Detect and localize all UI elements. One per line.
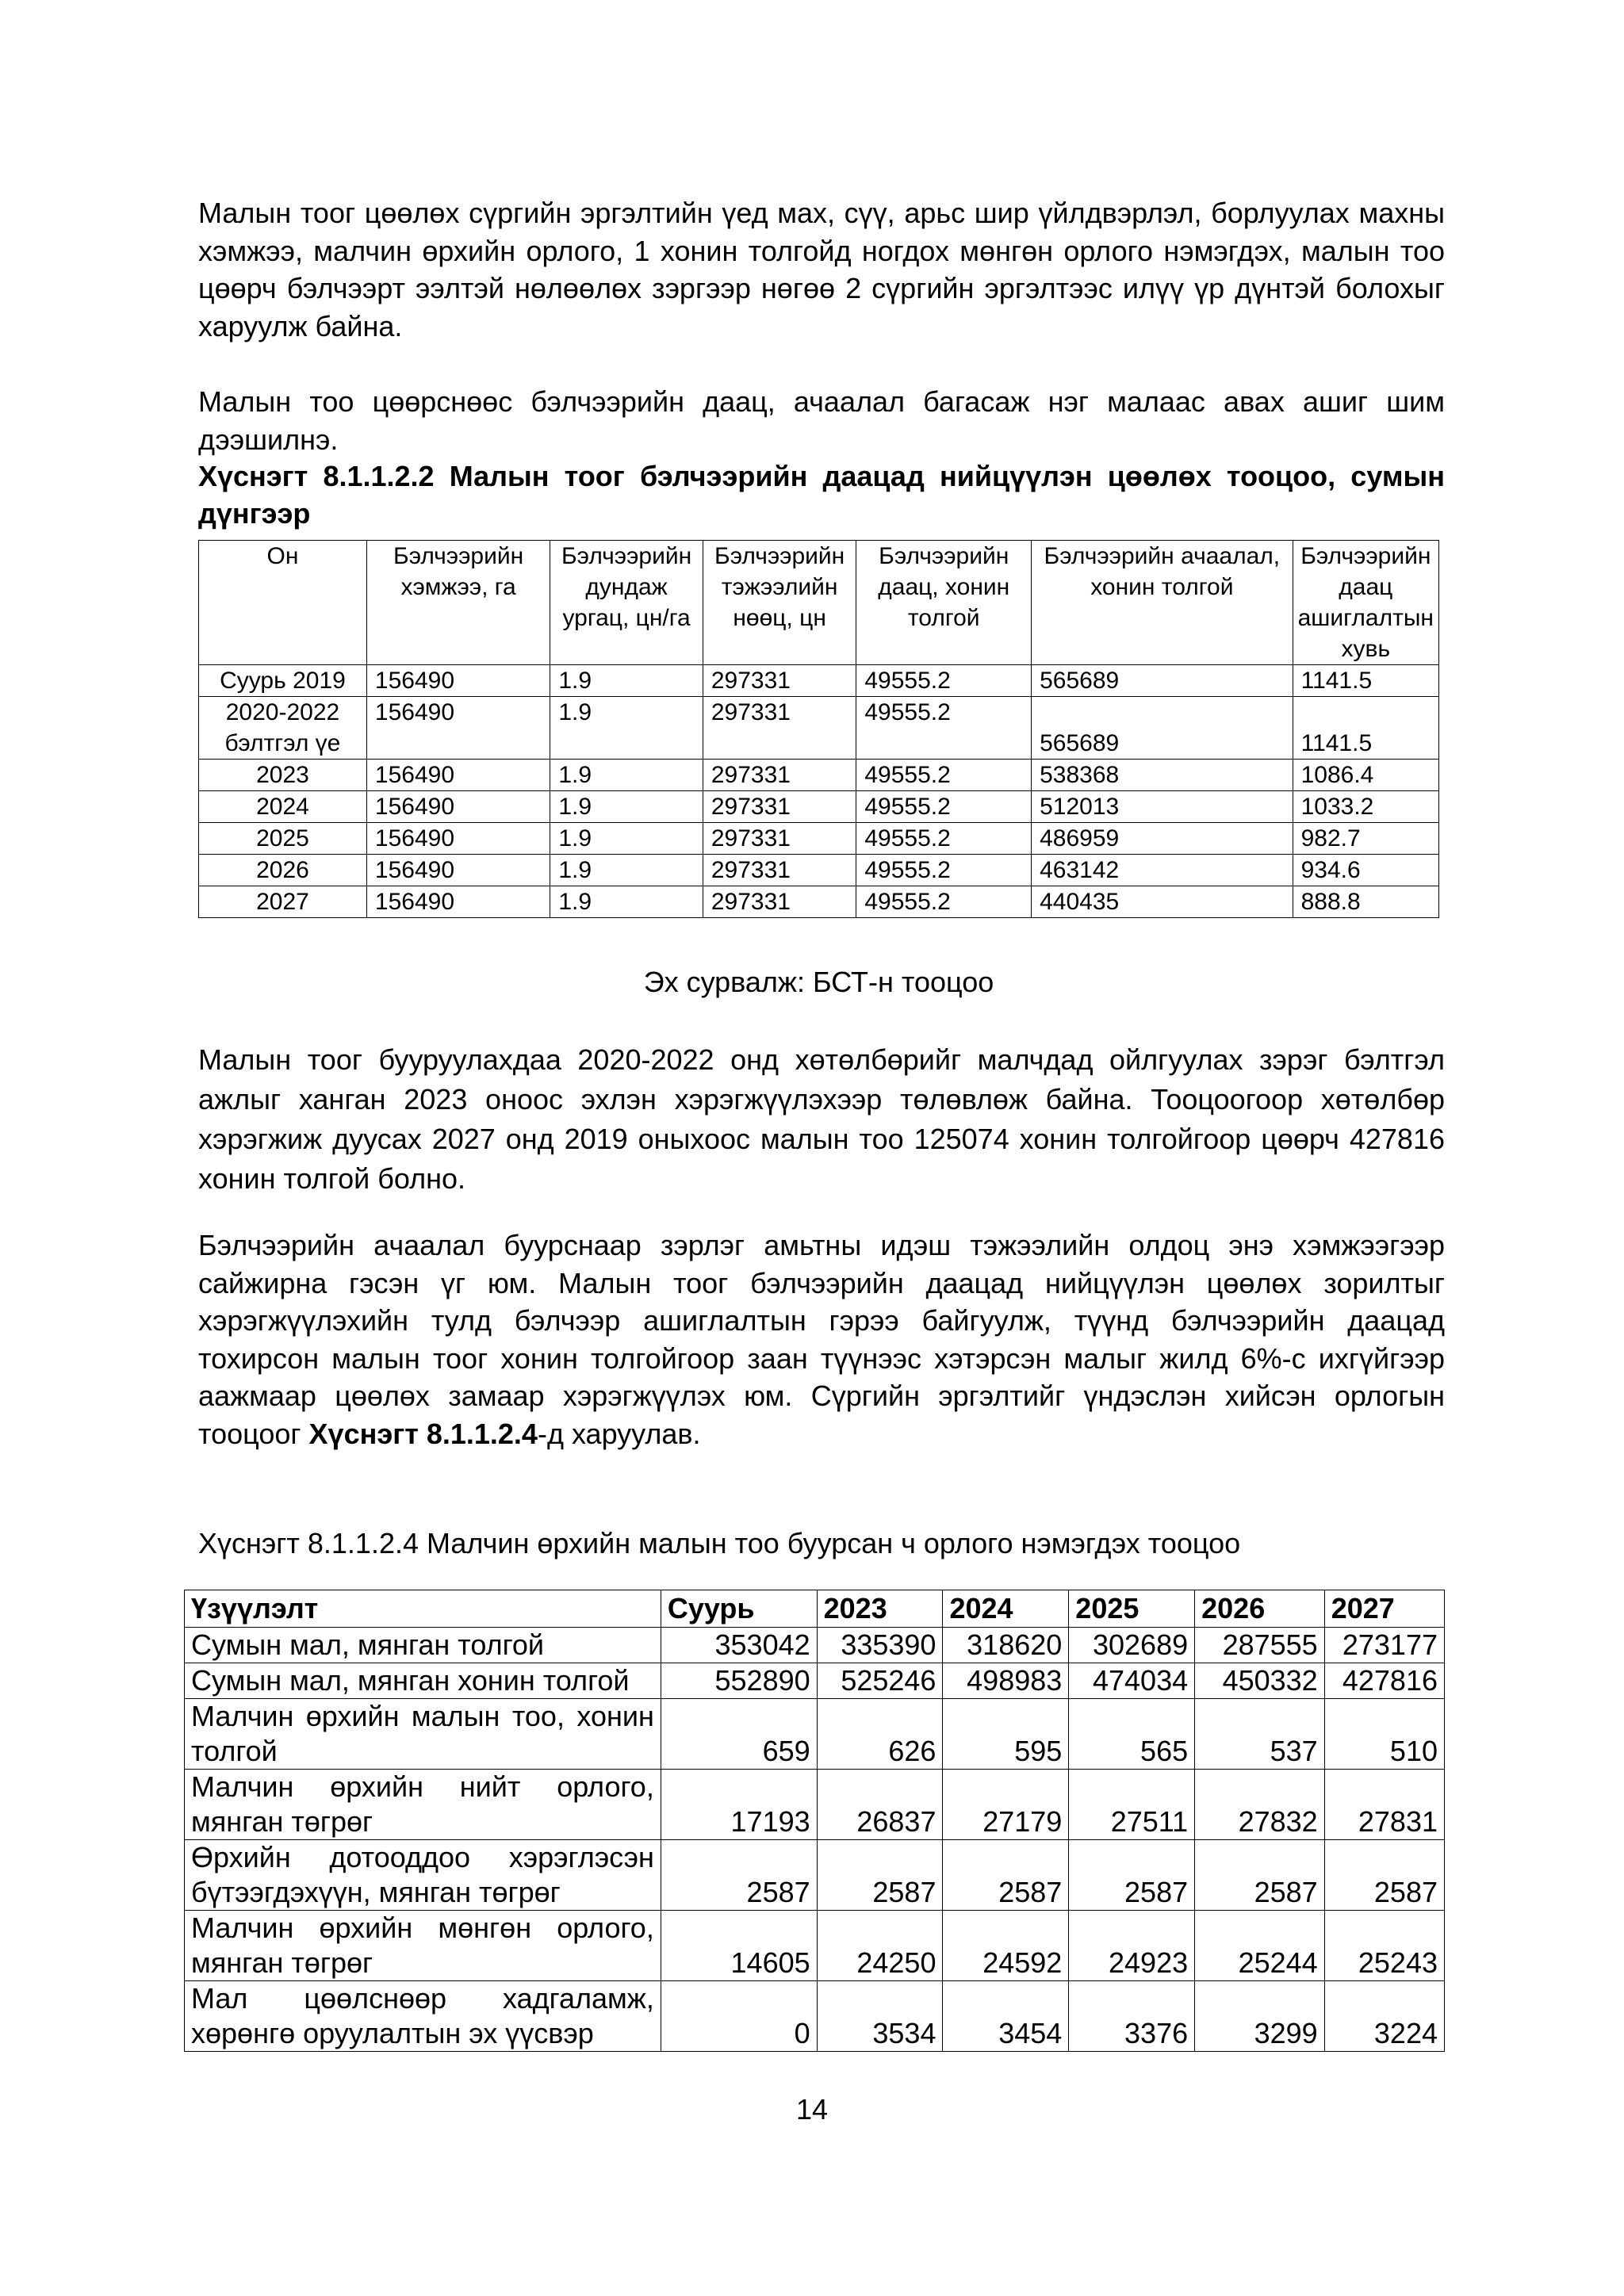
cell-yield: 1.9 [550, 823, 703, 855]
table-row [185, 1981, 1445, 2052]
table1-source: Эх сурвалж: БСТ-н тооцоо [643, 966, 994, 998]
paragraph-herd-rotation-effects: Малын тоог цөөлөх сүргийн эргэлтийн үед мах, сүү, арьс шир үйлдвэрлэл, борлуулах махны хэмжээ, малчин өрхийн орлого, 1 хонин толгойд ногдох мөнгөн орлого нэмэгдэх, малын тоо цөөрч бэлчээрт ээлтэй нөлөөлөх зэргээр нөгөө 2 сүргийн эргэлтээс илүү үр дүнтэй болохыг харуулж байна. [198, 197, 1445, 342]
cell-load: 463142 [1032, 855, 1293, 886]
cell-year: 2027 [199, 886, 367, 918]
cell-value: 26837 [817, 1770, 943, 1840]
table2-caption: Хүснэгт 8.1.1.2.4 Малчин өрхийн малын тоо буурсан ч орлого нэмэгдэх тооцоо [198, 1527, 1241, 1559]
cell-load: 538368 [1032, 760, 1293, 791]
cell-pct: 1086.4 [1293, 760, 1438, 791]
cell-year: 2020-2022 бэлтгэл үе [199, 697, 367, 760]
cell-value: 525246 [817, 1663, 943, 1699]
cell-area: 156490 [366, 665, 550, 697]
cell-reserve: 297331 [703, 760, 856, 791]
cell-load: 565689 [1032, 697, 1293, 760]
cell-value: 318620 [943, 1628, 1069, 1663]
paragraph-tail-suffix: -д харуулав. [537, 1417, 701, 1450]
table-reference: Хүснэгт 8.1.1.2.4 [308, 1417, 538, 1450]
cell-year: 2025 [199, 823, 367, 855]
cell-area: 156490 [366, 886, 550, 918]
paragraph-tail-text: Сүргийн эргэлтийг үндэслэн хийсэн орлогын тооцоог [198, 1380, 1445, 1450]
cell-capacity: 49555.2 [856, 855, 1032, 886]
row-label: Малчин өрхийн малын тоо, хонин толгой [185, 1699, 661, 1770]
header-indicator: Үзүүлэлт [185, 1590, 661, 1628]
cell-pct: 1033.2 [1293, 791, 1438, 823]
row-label: Сумын мал, мянган хонин толгой [185, 1663, 661, 1699]
table-row [199, 697, 1439, 760]
cell-reserve: 297331 [703, 855, 856, 886]
row-label: Малчин өрхийн нийт орлого, мянган төгрөг [185, 1770, 661, 1840]
cell-value: 273177 [1324, 1628, 1444, 1663]
cell-load: 565689 [1032, 665, 1293, 697]
cell-value: 14605 [661, 1911, 817, 1981]
cell-value: 3224 [1324, 1981, 1444, 2052]
header-capacity: Бэлчээрийн даац, хонин толгой [856, 541, 1032, 665]
cell-year: 2026 [199, 855, 367, 886]
cell-yield: 1.9 [550, 760, 703, 791]
cell-value: 2587 [943, 1840, 1069, 1911]
cell-value: 498983 [943, 1663, 1069, 1699]
household-income-table [184, 1590, 1445, 2052]
cell-area: 156490 [366, 855, 550, 886]
table-header-row [185, 1590, 1445, 1628]
cell-value: 3454 [943, 1981, 1069, 2052]
paragraph-pasture-load: Малын тоо цөөрснөөс бэлчээрийн даац, ачаалал багасаж нэг малаас авах ашиг шим дээшилнэ. [198, 385, 1445, 456]
header-area: Бэлчээрийн хэмжээ, га [366, 541, 550, 665]
cell-value: 302689 [1069, 1628, 1195, 1663]
cell-year: 2023 [199, 760, 367, 791]
cell-yield: 1.9 [550, 791, 703, 823]
header-2024: 2024 [943, 1590, 1069, 1628]
cell-capacity: 49555.2 [856, 823, 1032, 855]
cell-yield: 1.9 [550, 886, 703, 918]
cell-value: 17193 [661, 1770, 817, 1840]
cell-yield: 1.9 [550, 855, 703, 886]
header-2027: 2027 [1324, 1590, 1444, 1628]
cell-value: 353042 [661, 1628, 817, 1663]
cell-reserve: 297331 [703, 886, 856, 918]
cell-value: 287555 [1195, 1628, 1325, 1663]
header-yield: Бэлчээрийн дундаж ургац, цн/га [550, 541, 703, 665]
cell-pct: 982.7 [1293, 823, 1438, 855]
table-row [185, 1628, 1445, 1663]
cell-pct: 1141.5 [1293, 697, 1438, 760]
header-2025: 2025 [1069, 1590, 1195, 1628]
row-label: Мал цөөлснөөр хадгаламж, хөрөнгө оруулалтын эх үүсвэр [185, 1981, 661, 2052]
paragraph-main-text: Бэлчээрийн ачаалал буурснаар зэрлэг амьтны идэш тэжээлийн олдоц энэ хэмжээгээр сайжирна гэсэн үг юм. Малын тоог бэлчээрийн даацад нийцүүлэн цөөлөх зорилтыг хэрэгжүүлэхийн тулд бэлчээр ашиглалтын гэрээ байгуулж, түүнд бэлчээрийн даацад тохирсон малын тоог хонин толгойгоор заан түүнээс хэтэрсэн малыг жилд 6%-с ихгүйгээр аажмаар цөөлөх замаар хэрэгжүүлэх юм. [198, 1229, 1445, 1412]
header-reserve: Бэлчээрийн тэжээлийн нөөц, цн [703, 541, 856, 665]
cell-area: 156490 [366, 823, 550, 855]
cell-value: 595 [943, 1699, 1069, 1770]
cell-reserve: 297331 [703, 823, 856, 855]
table-row [185, 1770, 1445, 1840]
table-row [185, 1840, 1445, 1911]
cell-pct: 1141.5 [1293, 665, 1438, 697]
header-load: Бэлчээрийн ачаалал, хонин толгой [1032, 541, 1293, 665]
cell-capacity: 49555.2 [856, 760, 1032, 791]
cell-value: 2587 [1324, 1840, 1444, 1911]
cell-year: 2024 [199, 791, 367, 823]
cell-value: 25244 [1195, 1911, 1325, 1981]
cell-value: 0 [661, 1981, 817, 2052]
cell-value: 25243 [1324, 1911, 1444, 1981]
table-row [199, 823, 1439, 855]
cell-value: 27831 [1324, 1770, 1444, 1840]
table-row [185, 1663, 1445, 1699]
page-number: 14 [795, 2093, 829, 2126]
table-row [199, 855, 1439, 886]
cell-value: 2587 [817, 1840, 943, 1911]
cell-yield: 1.9 [550, 665, 703, 697]
cell-reserve: 297331 [703, 791, 856, 823]
cell-value: 2587 [1069, 1840, 1195, 1911]
header-2026: 2026 [1195, 1590, 1325, 1628]
cell-value: 2587 [1195, 1840, 1325, 1911]
cell-value: 335390 [817, 1628, 943, 1663]
cell-load: 440435 [1032, 886, 1293, 918]
cell-value: 3534 [817, 1981, 943, 2052]
cell-value: 427816 [1324, 1663, 1444, 1699]
cell-area: 156490 [366, 697, 550, 760]
cell-value: 450332 [1195, 1663, 1325, 1699]
cell-reserve: 297331 [703, 665, 856, 697]
cell-value: 27179 [943, 1770, 1069, 1840]
row-label: Малчин өрхийн мөнгөн орлого, мянган төгрөг [185, 1911, 661, 1981]
cell-value: 24923 [1069, 1911, 1195, 1981]
table-row [199, 760, 1439, 791]
table1-caption: Хүснэгт 8.1.1.2.2 Малын тоог бэлчээрийн даацад нийцүүлэн цөөлөх тооцоо, сумын дүнгээр [198, 460, 1445, 530]
cell-capacity: 49555.2 [856, 697, 1032, 760]
cell-value: 27832 [1195, 1770, 1325, 1840]
header-2023: 2023 [817, 1590, 943, 1628]
header-usage-pct: Бэлчээрийн даац ашиглалтын хувь [1293, 541, 1438, 665]
cell-value: 659 [661, 1699, 817, 1770]
cell-value: 24250 [817, 1911, 943, 1981]
cell-value: 565 [1069, 1699, 1195, 1770]
paragraph-reduction-plan: Малын тоог бууруулахдаа 2020-2022 онд хөтөлбөрийг малчдад ойлгуулах зэрэг бэлтгэл ажлыг ханган 2023 оноос эхлэн хэрэгжүүлэхээр төлөвлөж байна. Тооцоогоор хөтөлбөр хэрэгжиж дуусах 2027 онд 2019 оныхоос малын тоо 125074 хонин толгойгоор цөөрч 427816 хонин толгой болно. [198, 1043, 1445, 1195]
cell-value: 626 [817, 1699, 943, 1770]
cell-capacity: 49555.2 [856, 665, 1032, 697]
cell-area: 156490 [366, 791, 550, 823]
header-base: Суурь [661, 1590, 817, 1628]
cell-reserve: 297331 [703, 697, 856, 760]
cell-value: 3299 [1195, 1981, 1325, 2052]
cell-value: 2587 [661, 1840, 817, 1911]
table-row [185, 1911, 1445, 1981]
cell-load: 512013 [1032, 791, 1293, 823]
cell-load: 486959 [1032, 823, 1293, 855]
cell-year: Суурь 2019 [199, 665, 367, 697]
cell-capacity: 49555.2 [856, 791, 1032, 823]
cell-value: 24592 [943, 1911, 1069, 1981]
table-row [199, 665, 1439, 697]
cell-capacity: 49555.2 [856, 886, 1032, 918]
table-row [185, 1699, 1445, 1770]
cell-value: 537 [1195, 1699, 1325, 1770]
table-row [199, 791, 1439, 823]
row-label: Өрхийн дотооддоо хэрэглэсэн бүтээгдэхүүн, мянган төгрөг [185, 1840, 661, 1911]
cell-pct: 888.8 [1293, 886, 1438, 918]
cell-value: 552890 [661, 1663, 817, 1699]
cell-area: 156490 [366, 760, 550, 791]
row-label: Сумын мал, мянган толгой [185, 1628, 661, 1663]
cell-value: 474034 [1069, 1663, 1195, 1699]
cell-value: 3376 [1069, 1981, 1195, 2052]
cell-yield: 1.9 [550, 697, 703, 760]
paragraph-pasture-improvement [198, 1226, 1445, 1452]
table-row [199, 886, 1439, 918]
table-header-row [199, 541, 1439, 665]
pasture-capacity-table [198, 540, 1439, 918]
cell-pct: 934.6 [1293, 855, 1438, 886]
cell-value: 510 [1324, 1699, 1444, 1770]
header-year: Он [199, 541, 367, 665]
cell-value: 27511 [1069, 1770, 1195, 1840]
